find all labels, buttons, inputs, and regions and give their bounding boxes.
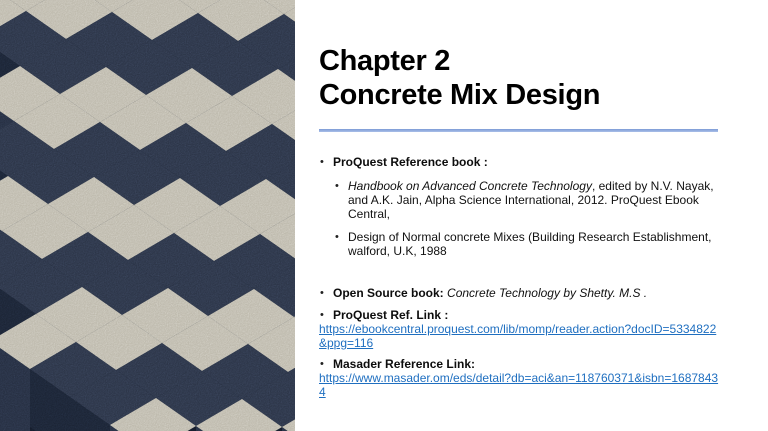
bullet-icon: • [320,358,324,370]
slide-content [319,44,720,399]
bullet-icon: • [335,180,339,192]
proquest-ebook-link[interactable]: https://ebookcentral.proquest.com/lib/momp/reader.action?docID=5334822&ppg=116 [319,322,717,350]
bullet-design-mixes-item [319,230,720,258]
masader-link-line [319,371,720,399]
bullet-icon: • [320,156,324,168]
cube-maze-illustration [0,0,295,431]
proquest-link-line [319,322,720,350]
bullet-proquest-reference-book [319,155,720,169]
grain-texture [0,0,295,431]
bullet-proquest-ref-link [319,308,720,322]
title-line-2: Concrete Mix Design [319,79,601,111]
proquest-book-label: ProQuest Reference book : [333,155,488,169]
handbook-details: , edited by N.V. Nayak, and A.K. Jain, Alpha Science International, 2012. ProQuest Ebook Central, [348,179,714,221]
bullet-handbook-item [319,179,720,221]
masader-reference-link[interactable]: https://www.masader.om/eds/detail?db=aci&an=118760371&isbn=16878434 [319,371,719,399]
proquest-link-label: ProQuest Ref. Link : [333,308,449,322]
title-underline [319,129,718,132]
page-title [319,44,720,112]
title-line-1: Chapter 2 [319,45,451,77]
open-source-label: Open Source book: [333,286,444,300]
hero-image [0,0,295,431]
bullet-icon: • [320,287,324,299]
masader-link-label: Masader Reference Link: [333,357,476,371]
bullet-icon: • [335,231,339,243]
bullet-icon: • [320,309,324,321]
design-mixes-text: Design of Normal concrete Mixes (Building Research Establishment, walford, U.K, 1988 [348,230,712,258]
open-source-title: Concrete Technology by Shetty. M.S . [443,286,648,300]
bullet-masader-ref-link [319,357,720,371]
bullet-open-source-book [319,286,720,300]
handbook-title: Handbook on Advanced Concrete Technology [348,179,592,193]
